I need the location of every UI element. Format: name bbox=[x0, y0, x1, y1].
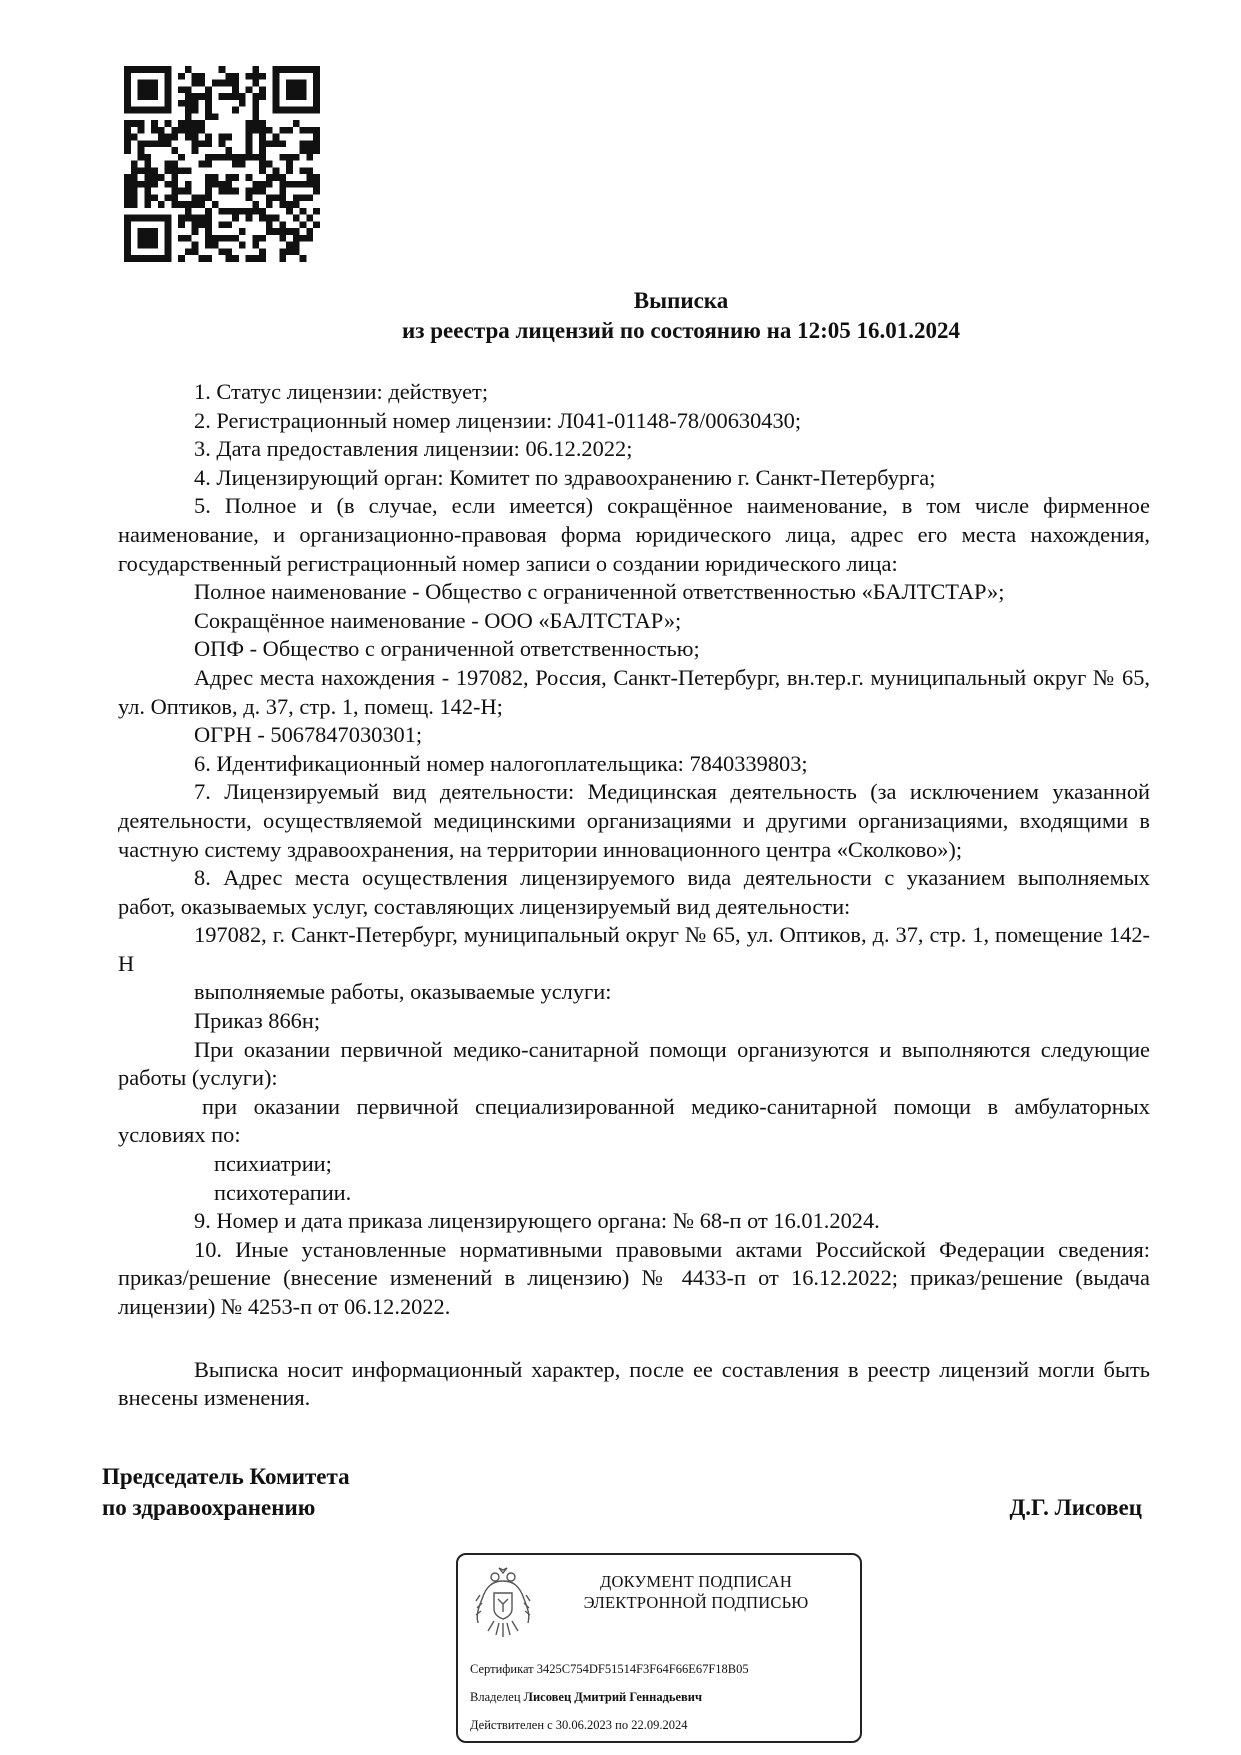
primary-care-works: При оказании первичной медико-санитарной помощи организуются и выполняются следующие работы (услуги): bbox=[118, 1036, 1150, 1091]
order-label: Приказ 866н; bbox=[194, 1008, 321, 1034]
certificate-number: 3425C754DF51514F3F64F66E67F18B05 bbox=[536, 1662, 749, 1676]
owner-row bbox=[470, 1683, 854, 1711]
specialized-care-works: при оказании первичной специализированной медико-санитарной помощи в амбулаторных условиях по: bbox=[118, 1093, 1150, 1148]
certificate-row bbox=[470, 1655, 854, 1683]
item-other-info: 10. Иные установленные нормативными правовыми актами Российской Федерации сведения: приказ/решение (внесение изменений в лицензию) № 4433-п от 16.12.2022; приказ/решение (выдача лицензии) № 4253-п от 06.12.2022. bbox=[118, 1236, 1150, 1319]
ogrn-line: ОГРН - 5067847030301; bbox=[194, 722, 423, 748]
address-line: Адрес места нахождения - 197082, Россия, Санкт-Петербург, вн.тер.г. муниципальный округ № 65, ул. Оптиков, д. 37, стр. 1, помещ. 142-Н; bbox=[118, 664, 1150, 719]
short-name-line: Сокращённое наименование - ООО «БАЛТСТАР»; bbox=[194, 607, 682, 633]
signed-caption bbox=[548, 1571, 844, 1613]
owner-name: Лисовец Дмитрий Геннадьевич bbox=[523, 1690, 703, 1704]
signed-caption-line2: ЭЛЕКТРОННОЙ ПОДПИСЬЮ bbox=[583, 1593, 809, 1612]
item-activity-type: 7. Лицензируемый вид деятельности: Медицинская деятельность (за исключением указанной деятельности, осуществляемой медицинскими организациями и другими организациями, входящими в частную систему здравоохранения, на территории инновационного центра «Сколково»); bbox=[118, 779, 1150, 862]
service-psychiatry: психиатрии; bbox=[214, 1151, 332, 1177]
works-label: выполняемые работы, оказываемые услуги: bbox=[194, 979, 612, 1005]
signer-position-line2: по здравоохранению bbox=[102, 1495, 316, 1520]
signer-position-line1: Председатель Комитета bbox=[102, 1464, 350, 1489]
spacer bbox=[118, 1322, 1150, 1356]
disclaimer-note: Выписка носит информационный характер, после ее составления в реестр лицензий могли быть внесены изменения. bbox=[118, 1356, 1150, 1411]
item-activity-address-heading: 8. Адрес места осуществления лицензируемого вида деятельности с указанием выполняемых работ, оказываемых услуг, составляющих лицензируемый вид деятельности: bbox=[118, 865, 1150, 919]
coat-of-arms-icon bbox=[472, 1565, 534, 1639]
activity-address: 197082, г. Санкт-Петербург, муниципальный округ № 65, ул. Оптиков, д. 37, стр. 1, помещение 142-Н bbox=[118, 922, 1150, 976]
qr-code-icon bbox=[124, 66, 320, 262]
item-registration-number: 2. Регистрационный номер лицензии: Л041-01148-78/00630430; bbox=[194, 407, 802, 433]
document-subtitle: из реестра лицензий по состоянию на 12:05 16.01.2024 bbox=[401, 318, 961, 343]
item-inn: 6. Идентификационный номер налогоплательщика: 7840339803; bbox=[194, 750, 808, 776]
full-name-line: Полное наименование - Общество с ограниченной ответственностью «БАЛТСТАР»; bbox=[194, 579, 1005, 605]
item-legal-entity-heading: 5. Полное и (в случае, если имеется) сокращённое наименование, в том числе фирменное наименование, и организационно-правовая форма юридического лица, адрес его места нахождения, государственный регистрационный номер записи о создании юридического лица: bbox=[118, 493, 1150, 576]
item-issue-date: 3. Дата предоставления лицензии: 06.12.2022; bbox=[194, 436, 633, 462]
item-license-status: 1. Статус лицензии: действует; bbox=[194, 379, 489, 404]
opf-line: ОПФ - Общество с ограниченной ответственностью; bbox=[194, 636, 700, 662]
signature-block bbox=[102, 1461, 1142, 1523]
item-licensing-authority: 4. Лицензирующий орган: Комитет по здравоохранению г. Санкт-Петербурга; bbox=[194, 464, 936, 490]
document-body bbox=[118, 378, 1150, 1413]
validity-row: Действителен с 30.06.2023 по 22.09.2024 bbox=[470, 1718, 688, 1732]
document-title: Выписка bbox=[633, 288, 729, 313]
service-psychotherapy: психотерапии. bbox=[214, 1179, 352, 1205]
item-order-number: 9. Номер и дата приказа лицензирующего органа: № 68-п от 16.01.2024. bbox=[194, 1208, 880, 1234]
signer-name: Д.Г. Лисовец bbox=[1009, 1495, 1142, 1520]
certificate-details bbox=[470, 1655, 854, 1739]
owner-label: Владелец bbox=[470, 1690, 521, 1704]
certificate-label: Сертификат bbox=[470, 1662, 534, 1676]
signed-caption-line1: ДОКУМЕНТ ПОДПИСАН bbox=[600, 1572, 792, 1591]
electronic-signature-stamp bbox=[456, 1553, 862, 1743]
